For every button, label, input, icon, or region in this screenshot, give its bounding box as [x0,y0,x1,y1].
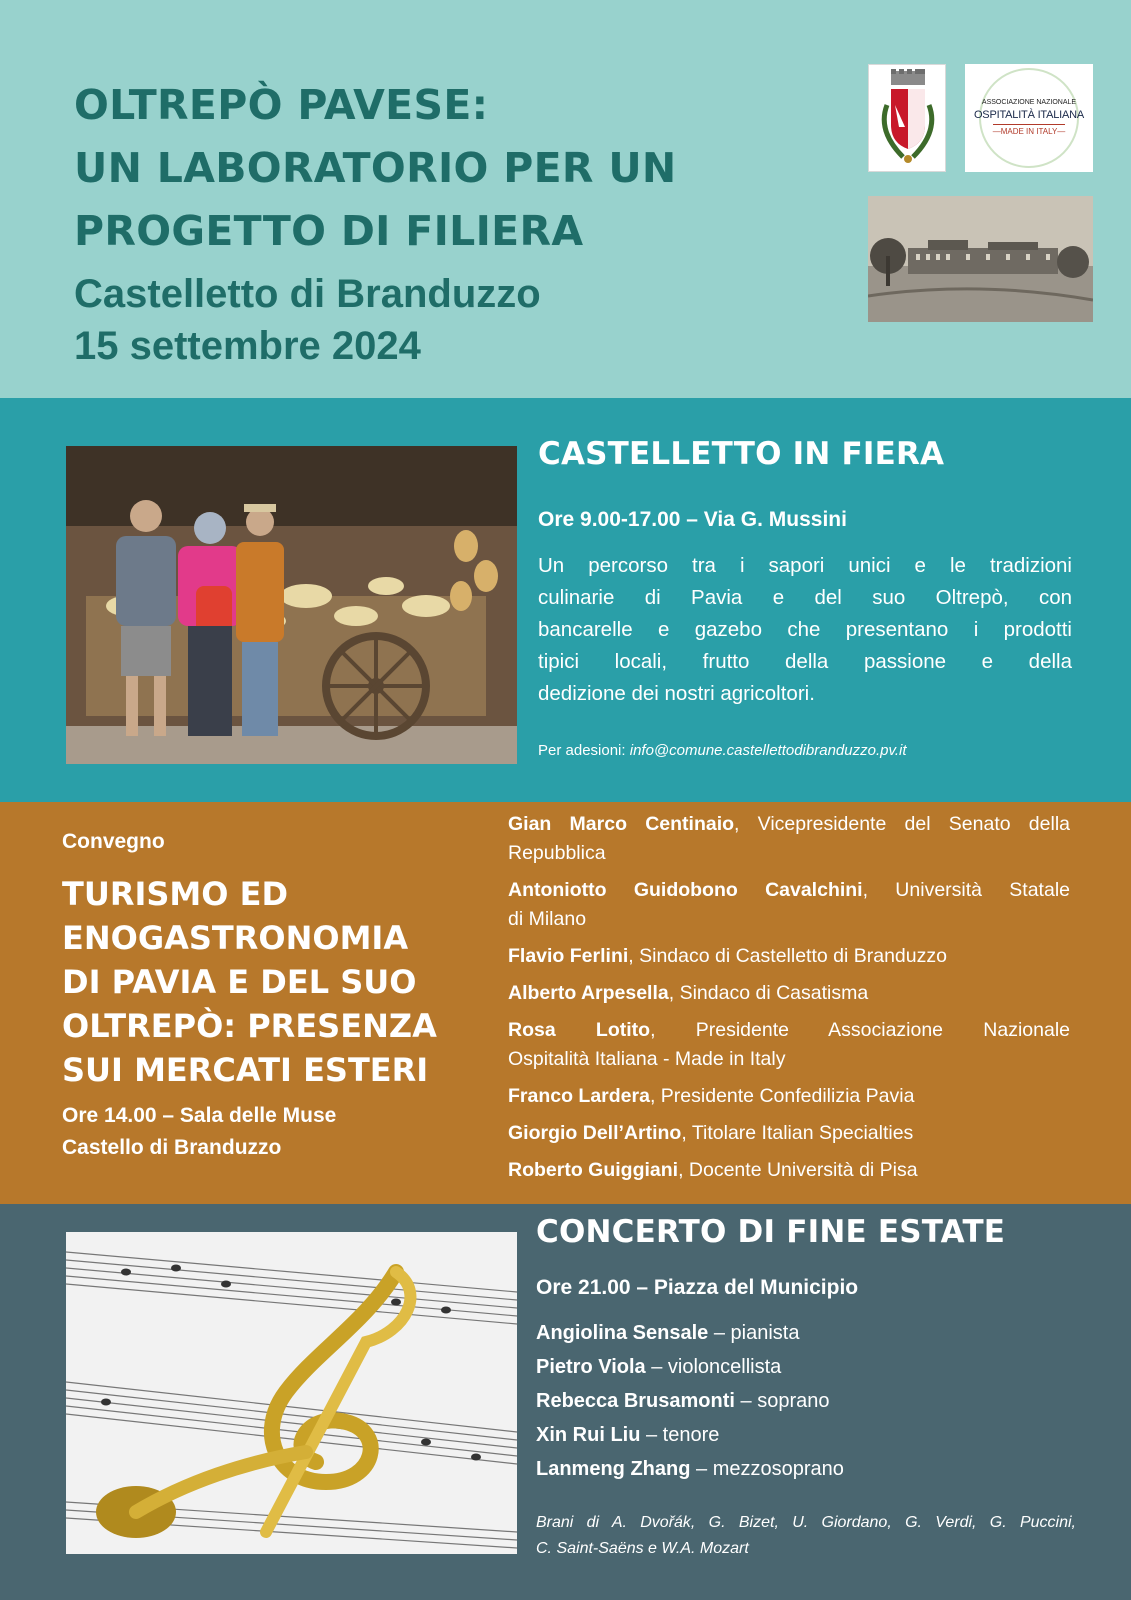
fiera-title: CASTELLETTO IN FIERA [538,436,945,472]
association-logo-line-3: —MADE IN ITALY— [993,124,1066,138]
fiera-description [538,550,1072,710]
header-section [0,0,1131,398]
speaker-role: , Sindaco di Castelletto di Branduzzo [628,945,947,967]
speaker-item [508,1016,1070,1074]
speaker-item [508,1119,1070,1148]
concerto-title: CONCERTO DI FINE ESTATE [536,1214,1006,1250]
performer-role: – tenore [640,1424,720,1446]
speaker-role-cont: Repubblica [508,842,606,864]
convegno-time-place [62,1100,336,1164]
convegno-title-line: SUI MERCATI ESTERI [62,1051,429,1089]
convegno-title [62,872,502,1092]
speaker-name: Roberto Guiggiani [508,1159,679,1181]
performer-item [536,1452,844,1486]
speaker-role: , Presidente Associazione Nazionale [650,1019,1070,1041]
market-stall-photo [66,446,517,764]
speaker-role: , Docente Università di Pisa [678,1159,918,1181]
speaker-item [508,876,1070,934]
speaker-item [508,1082,1070,1111]
performer-name: Rebecca Brusamonti [536,1390,735,1412]
association-logo [965,64,1093,172]
speaker-name: Antoniotto Guidobono Cavalchini [508,879,863,901]
speaker-name: Rosa Lotito [508,1019,651,1041]
fiera-description-line: tipici locali, frutto della passione e della [538,650,1072,673]
fiera-description-line: dedizione dei nostri agricoltori. [538,682,815,705]
performer-list [536,1316,844,1486]
speaker-role: , Titolare Italian Specialties [681,1122,914,1144]
convegno-title-line: ENOGASTRONOMIA [62,919,409,957]
speaker-role: , Università Statale [862,879,1070,901]
convegno-title-line: OLTREPÒ: PRESENZA [62,1007,437,1045]
performer-role: – mezzosoprano [690,1458,844,1480]
treble-clef-sheet-music-image [66,1232,517,1554]
event-date: 15 settembre 2024 [74,324,421,368]
municipal-crest-logo [868,64,946,172]
speaker-line [508,1016,1070,1045]
main-title-line-2: UN LABORATORIO PER UN [74,144,677,192]
performer-item [536,1316,844,1350]
convegno-title-line: TURISMO ED [62,875,289,913]
historic-building-photo [868,196,1093,322]
fiera-section [0,398,1131,802]
fiera-description-line: culinarie di Pavia e del suo Oltrepò, con [538,586,1072,609]
speaker-item [508,942,1070,971]
speaker-name: Gian Marco Centinaio [508,813,735,835]
performer-name: Lanmeng Zhang [536,1458,691,1480]
performer-item [536,1350,844,1384]
speaker-name: Alberto Arpesella [508,982,669,1004]
association-logo-line-2: OSPITALITÀ ITALIANA [973,109,1085,121]
performer-name: Xin Rui Liu [536,1424,641,1446]
speaker-role: , Sindaco di Casatisma [668,982,869,1004]
speaker-name: Giorgio Dell’Artino [508,1122,682,1144]
event-place-date [74,268,541,372]
speaker-item [508,1156,1070,1185]
speaker-role-cont: di Milano [508,908,587,930]
concerto-section [0,1204,1131,1600]
main-title-line-3: PROGETTO DI FILIERA [74,207,584,255]
speaker-name: Flavio Ferlini [508,945,629,967]
performer-name: Pietro Viola [536,1356,646,1378]
fiera-time-place: Ore 9.00-17.00 – Via G. Mussini [538,508,847,531]
main-title-line-1: OLTREPÒ PAVESE: [74,81,489,129]
fiera-description-line: Un percorso tra i sapori unici e le tradizioni [538,554,1072,577]
speaker-role-cont: Ospitalità Italiana - Made in Italy [508,1048,786,1070]
concerto-time-place: Ore 21.00 – Piazza del Municipio [536,1276,859,1299]
concert-pieces-line-1: Brani di A. Dvořák, G. Bizet, U. Giordano, G. Verdi, G. Puccini, [536,1514,1076,1531]
contact-label: Per adesioni: [538,742,626,759]
convegno-title-line: DI PAVIA E DEL SUO [62,963,417,1001]
fiera-contact [538,742,907,759]
event-place: Castelletto di Branduzzo [74,272,541,316]
speaker-item [508,979,1070,1008]
convegno-time: Ore 14.00 – Sala delle Muse [62,1104,337,1127]
concert-pieces-line-2: C. Saint-Saëns e W.A. Mozart [536,1540,749,1557]
performer-item [536,1384,844,1418]
performer-item [536,1418,844,1452]
concert-pieces [536,1510,1076,1562]
convegno-venue: Castello di Branduzzo [62,1136,282,1159]
speaker-role: , Vicepresidente del Senato della [734,813,1070,835]
fiera-description-line: bancarelle e gazebo che presentano i prodotti [538,618,1072,641]
performer-name: Angiolina Sensale [536,1322,709,1344]
association-logo-line-1: ASSOCIAZIONE NAZIONALE [981,99,1077,106]
main-title [74,74,814,263]
convegno-label: Convegno [62,830,165,853]
speaker-item [508,810,1070,868]
speaker-role: , Presidente Confedilizia Pavia [649,1085,915,1107]
speaker-line [508,876,1070,905]
performer-role: – soprano [734,1390,830,1412]
performer-role: – pianista [708,1322,800,1344]
contact-email-link[interactable]: info@comune.castellettodibranduzzo.pv.it [629,742,907,759]
performer-role: – violoncellista [645,1356,782,1378]
convegno-section [0,802,1131,1204]
speaker-name: Franco Lardera [508,1085,650,1107]
speaker-list [508,810,1070,1193]
association-logo-ring [973,68,1085,168]
speaker-line [508,810,1070,839]
